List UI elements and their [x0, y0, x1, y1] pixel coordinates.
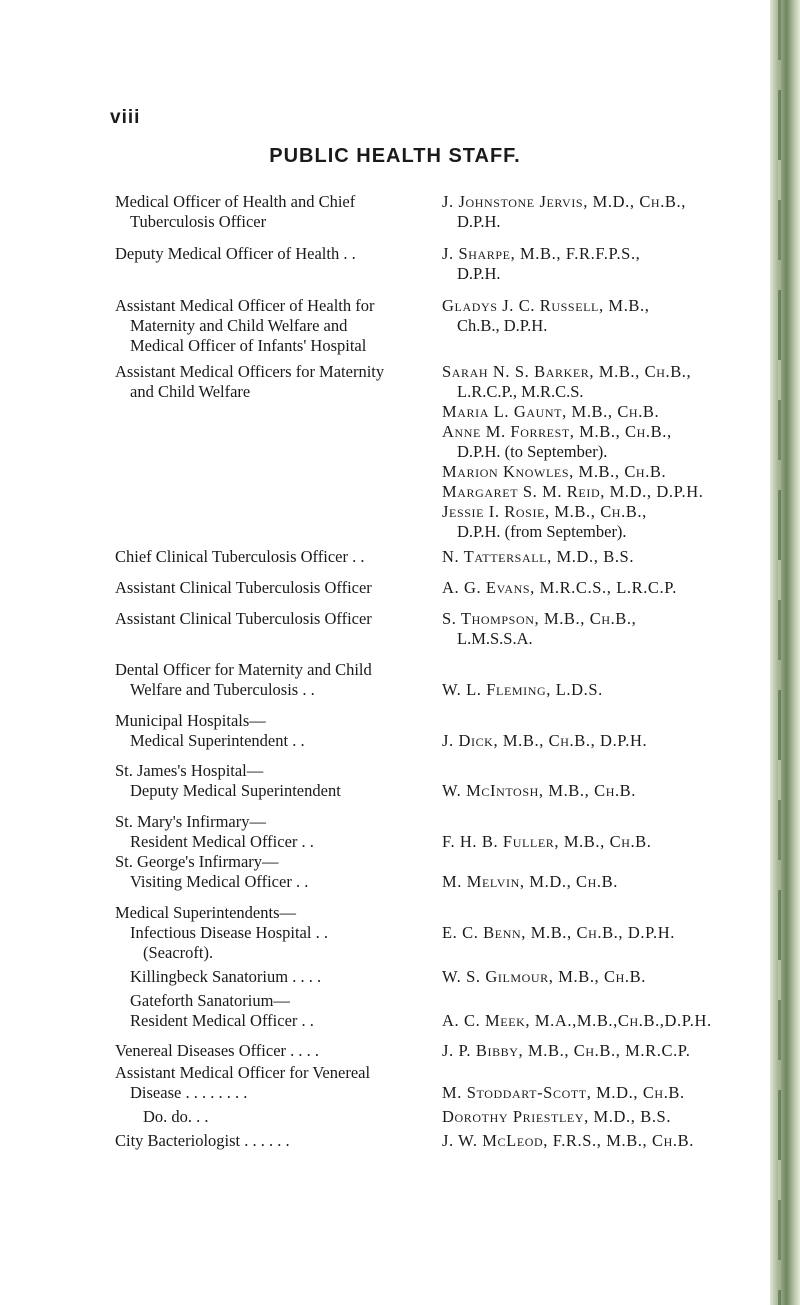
role-label	[115, 1131, 442, 1151]
officer-line: Gladys J. C. Russell, M.B.,	[442, 296, 650, 315]
role-label	[115, 1041, 442, 1061]
role-line: (Seacroft).	[143, 943, 214, 962]
role-line: Assistant Clinical Tuberculosis Officer	[115, 609, 372, 628]
role-label	[115, 547, 442, 567]
role-line: Gateforth Sanatorium—	[130, 991, 290, 1010]
role-label	[115, 578, 442, 598]
role-line: Assistant Medical Officer of Health for	[115, 296, 375, 315]
officer-names	[442, 296, 755, 356]
role-label	[115, 660, 442, 700]
staff-entry-dental	[115, 660, 755, 700]
role-line: Medical Superintendent . .	[130, 731, 305, 750]
staff-entry-assistant-venereal	[115, 1063, 755, 1103]
staff-entry-killingbeck	[115, 967, 755, 987]
staff-entry-st-mary	[115, 812, 755, 852]
officer-names	[442, 660, 755, 700]
staff-entry-venereal	[115, 1041, 755, 1061]
officer-names	[442, 547, 755, 567]
officer-line: Jessie I. Rosie, M.B., Ch.B.,	[442, 502, 647, 521]
page-title: PUBLIC HEALTH STAFF.	[269, 145, 521, 167]
role-line: Municipal Hospitals—	[115, 711, 266, 730]
officer-line: Ch.B., D.P.H.	[457, 316, 548, 335]
role-line: Visiting Medical Officer . .	[130, 872, 309, 891]
officer-line: W. McIntosh, M.B., Ch.B.	[442, 781, 637, 800]
role-label	[115, 1063, 442, 1103]
page-number: viii	[110, 107, 141, 128]
officer-line: Margaret S. M. Reid, M.D., D.P.H.	[442, 482, 704, 501]
officer-line: M. Stoddart-Scott, M.D., Ch.B.	[442, 1083, 685, 1102]
role-line: and Child Welfare	[130, 382, 251, 401]
role-line: Medical Officer of Infants' Hospital	[130, 336, 367, 355]
staff-entry-ditto	[115, 1107, 755, 1127]
staff-entry-municipal-hospitals	[115, 711, 755, 751]
officer-line: J. W. McLeod, F.R.S., M.B., Ch.B.	[442, 1131, 694, 1150]
officer-line: S. Thompson, M.B., Ch.B.,	[442, 609, 637, 628]
role-line: St. Mary's Infirmary—	[115, 812, 266, 831]
role-line: Chief Clinical Tuberculosis Officer . .	[115, 547, 365, 566]
staff-entry-gateforth	[115, 991, 755, 1031]
role-label	[115, 852, 442, 892]
staff-entry-st-george	[115, 852, 755, 892]
staff-entry-assistant-tb-2	[115, 609, 755, 649]
officer-names	[442, 903, 755, 963]
officer-line: J. Sharpe, M.B., F.R.F.P.S.,	[442, 244, 641, 263]
officer-line: J. Dick, M.B., Ch.B., D.P.H.	[442, 731, 648, 750]
officer-line: W. L. Fleming, L.D.S.	[442, 680, 603, 699]
role-label	[115, 362, 442, 542]
staff-entry-deputy-moh	[115, 244, 755, 284]
role-line: Dental Officer for Maternity and Child	[115, 660, 372, 679]
officer-names	[442, 991, 755, 1031]
staff-entry-st-james	[115, 761, 755, 801]
role-line: City Bacteriologist . . . . . .	[115, 1131, 290, 1150]
staff-entry-assistant-tb-1	[115, 578, 755, 598]
officer-line: M. Melvin, M.D., Ch.B.	[442, 872, 618, 891]
officer-names	[442, 192, 755, 232]
role-label	[115, 609, 442, 649]
officer-names	[442, 812, 755, 852]
role-label	[115, 903, 442, 963]
officer-names	[442, 1131, 755, 1151]
role-label	[115, 1107, 442, 1127]
officer-names	[442, 1107, 755, 1127]
officer-names	[442, 1041, 755, 1061]
role-line: St. James's Hospital—	[115, 761, 264, 780]
staff-entry-infectious-disease	[115, 903, 755, 963]
role-line: Resident Medical Officer . .	[130, 1011, 314, 1030]
officer-names	[442, 761, 755, 801]
role-line: Resident Medical Officer . .	[130, 832, 314, 851]
role-line: Tuberculosis Officer	[130, 212, 267, 231]
role-line: Infectious Disease Hospital . .	[130, 923, 328, 942]
page-edge-shadow	[770, 0, 800, 1305]
role-line: Do. do. . .	[143, 1107, 209, 1126]
officer-names	[442, 852, 755, 892]
officer-names	[442, 578, 755, 598]
officer-line: Dorothy Priestley, M.D., B.S.	[442, 1107, 672, 1126]
officer-line: Anne M. Forrest, M.B., Ch.B.,	[442, 422, 672, 441]
role-line: Assistant Clinical Tuberculosis Officer	[115, 578, 372, 597]
officer-line: Marion Knowles, M.B., Ch.B.	[442, 462, 667, 481]
officer-line: F. H. B. Fuller, M.B., Ch.B.	[442, 832, 652, 851]
role-line: Disease . . . . . . . .	[130, 1083, 248, 1102]
officer-line: E. C. Benn, M.B., Ch.B., D.P.H.	[442, 923, 676, 942]
officer-line: D.P.H.	[457, 212, 501, 231]
staff-entry-moh	[115, 192, 755, 232]
officer-line: Maria L. Gaunt, M.B., Ch.B.	[442, 402, 660, 421]
officer-line: W. S. Gilmour, M.B., Ch.B.	[442, 967, 646, 986]
staff-list	[115, 192, 755, 1151]
officer-names	[442, 711, 755, 751]
officer-line: L.M.S.S.A.	[457, 629, 533, 648]
role-line: Welfare and Tuberculosis . .	[130, 680, 315, 699]
officer-line: J. Johnstone Jervis, M.D., Ch.B.,	[442, 192, 686, 211]
role-label	[115, 192, 442, 232]
role-label	[115, 967, 442, 987]
officer-names	[442, 609, 755, 649]
role-line: Medical Superintendents—	[115, 903, 297, 922]
officer-line: D.P.H. (from September).	[457, 522, 627, 541]
role-line: St. George's Infirmary—	[115, 852, 279, 871]
officer-line: L.R.C.P., M.R.C.S.	[457, 382, 584, 401]
role-label	[115, 296, 442, 356]
role-label	[115, 711, 442, 751]
role-label	[115, 761, 442, 801]
officer-line: Sarah N. S. Barker, M.B., Ch.B.,	[442, 362, 692, 381]
role-line: Assistant Medical Officers for Maternity	[115, 362, 385, 381]
role-label	[115, 991, 442, 1031]
role-line: Venereal Diseases Officer . . . .	[115, 1041, 320, 1060]
role-line: Maternity and Child Welfare and	[130, 316, 348, 335]
officer-line: A. C. Meek, M.A.,M.B.,Ch.B.,D.P.H.	[442, 1011, 712, 1030]
staff-entry-chief-tb	[115, 547, 755, 567]
role-line: Deputy Medical Officer of Health . .	[115, 244, 356, 263]
officer-names	[442, 1063, 755, 1103]
role-line: Medical Officer of Health and Chief	[115, 192, 356, 211]
role-label	[115, 244, 442, 284]
role-line: Killingbeck Sanatorium . . . .	[130, 967, 322, 986]
staff-entry-maternity-officers	[115, 362, 755, 542]
officer-names	[442, 967, 755, 987]
role-line: Assistant Medical Officer for Venereal	[115, 1063, 371, 1082]
staff-entry-bacteriologist	[115, 1131, 755, 1151]
officer-names	[442, 244, 755, 284]
role-line: Deputy Medical Superintendent	[130, 781, 341, 800]
officer-line: D.P.H. (to September).	[457, 442, 608, 461]
role-label	[115, 812, 442, 852]
officer-line: N. Tattersall, M.D., B.S.	[442, 547, 635, 566]
officer-line: D.P.H.	[457, 264, 501, 283]
officer-line: A. G. Evans, M.R.C.S., L.R.C.P.	[442, 578, 677, 597]
officer-names	[442, 362, 755, 542]
staff-entry-assistant-moh	[115, 296, 755, 356]
officer-line: J. P. Bibby, M.B., Ch.B., M.R.C.P.	[442, 1041, 691, 1060]
